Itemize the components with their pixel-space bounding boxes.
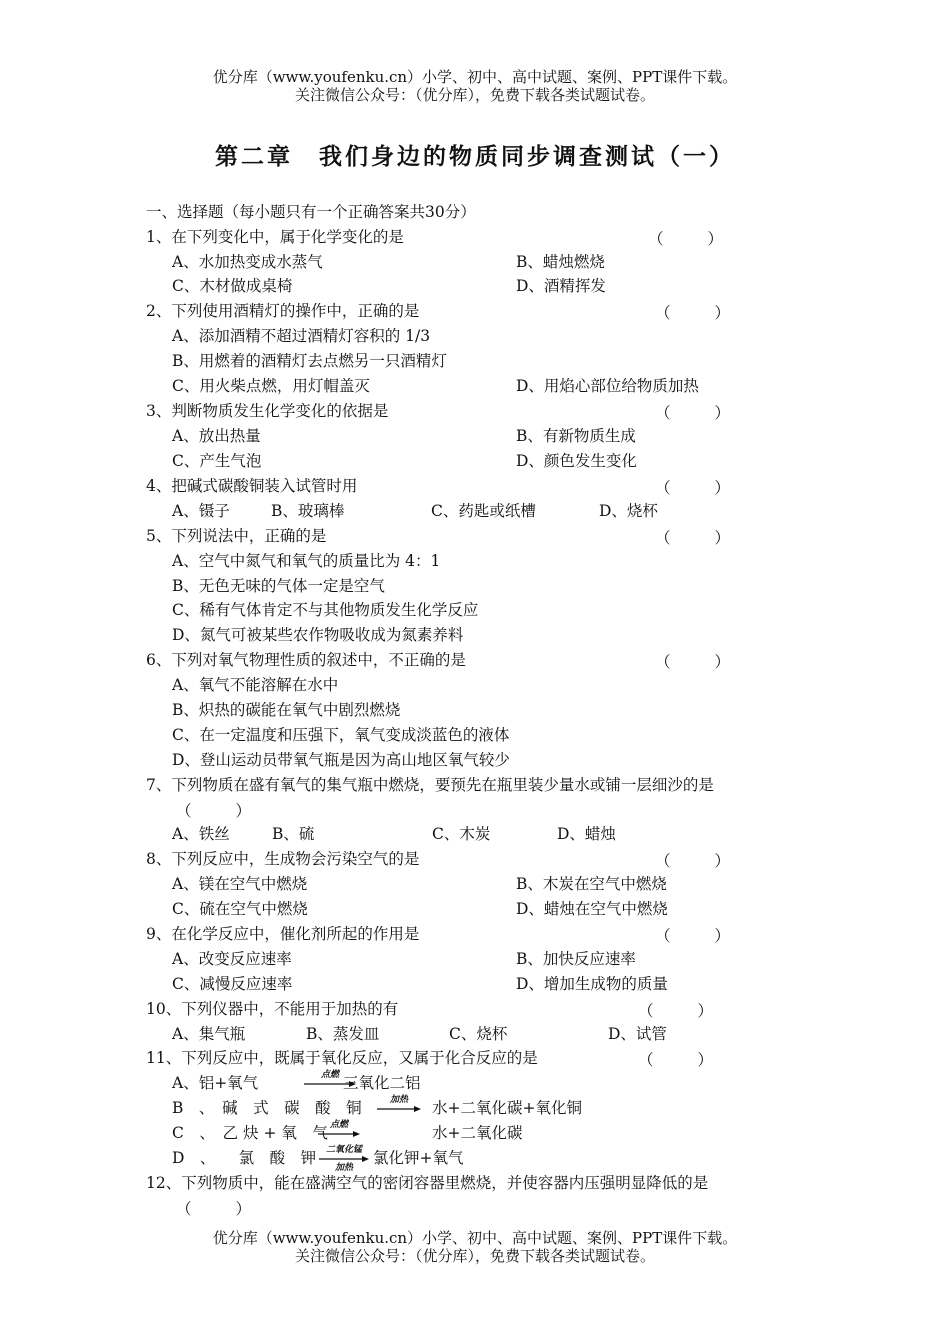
q11-option-d-arrow <box>319 1145 369 1173</box>
q9-option-b: B、加快反应速率 <box>516 950 636 968</box>
question-9-stem: 9、在化学反应中，催化剂所起的作用是 <box>146 925 420 943</box>
q2-option-d: D、用焰心部位给物质加热 <box>516 377 699 395</box>
section-heading: 一、选择题（每小题只有一个正确答案共30分） <box>146 203 476 221</box>
question-8-stem: 8、下列反应中，生成物会污染空气的是 <box>146 850 420 868</box>
q11-option-c-reactants: C 、 乙 炔 + 氧 气 <box>172 1124 328 1142</box>
question-11-stem: 11、下列反应中，既属于氧化反应，又属于化合反应的是 <box>146 1049 538 1067</box>
answer-blank-9: （ ） <box>655 927 731 945</box>
question-1-stem: 1、在下列变化中，属于化学变化的是 <box>146 228 404 246</box>
footer-line-2: 关注微信公众号：（优分库），免费下载各类试题试卷。 <box>294 1247 655 1265</box>
q4-option-a: A、镊子 <box>172 502 230 520</box>
q8-option-d: D、蜡烛在空气中燃烧 <box>516 900 668 918</box>
q5-option-b: B、无色无味的气体一定是空气 <box>172 577 385 595</box>
q8-option-c: C、硫在空气中燃烧 <box>172 900 308 918</box>
q7-option-c: C、木炭 <box>432 825 491 843</box>
answer-blank-2: （ ） <box>655 304 731 322</box>
q11-option-c-arrow <box>318 1120 360 1142</box>
answer-blank-12: （ ） <box>176 1200 252 1218</box>
answer-blank-4: （ ） <box>655 479 731 497</box>
question-6-stem: 6、下列对氧气物理性质的叙述中，不正确的是 <box>146 651 466 669</box>
q10-option-d: D、试管 <box>608 1025 667 1043</box>
q11-option-c-condition: 点燃 <box>329 1120 348 1130</box>
q10-option-c: C、烧杯 <box>449 1025 508 1043</box>
q11-option-d-reactants: D 、 氯 酸 钾 <box>172 1149 317 1167</box>
q10-option-b: B、蒸发皿 <box>306 1025 380 1043</box>
q5-option-a: A、空气中氮气和氧气的质量比为 4：1 <box>172 552 441 570</box>
q4-option-c: C、药匙或纸槽 <box>431 502 536 520</box>
q9-option-a: A、改变反应速率 <box>172 950 292 968</box>
answer-blank-11: （ ） <box>638 1051 714 1069</box>
q11-option-a-reactants: A、铝+氧气 <box>172 1074 259 1092</box>
answer-blank-7: （ ） <box>176 802 252 820</box>
q7-option-a: A、铁丝 <box>172 825 230 843</box>
question-3-stem: 3、判断物质发生化学变化的依据是 <box>146 402 389 420</box>
q9-option-d: D、增加生成物的质量 <box>516 975 668 993</box>
banner-line-2: 关注微信公众号：（优分库），免费下载各类试题试卷。 <box>294 86 655 104</box>
page-title: 第二章 我们身边的物质同步调查测试（一） <box>215 143 735 170</box>
reaction-arrow-icon <box>318 1129 360 1139</box>
q6-option-d: D、登山运动员带氧气瓶是因为高山地区氧气较少 <box>172 751 510 769</box>
q2-option-c: C、用火柴点燃，用灯帽盖灭 <box>172 377 370 395</box>
answer-blank-3: （ ） <box>655 404 731 422</box>
answer-blank-5: （ ） <box>655 529 731 547</box>
q11-option-d-condition: 加热 <box>334 1163 353 1173</box>
q11-option-d-products: 氯化钾+氧气 <box>373 1149 464 1167</box>
question-10-stem: 10、下列仪器中，不能用于加热的有 <box>146 1000 399 1018</box>
q7-option-d: D、蜡烛 <box>557 825 616 843</box>
q9-option-c: C、减慢反应速率 <box>172 975 293 993</box>
q11-option-b-products: 水+二氧化碳+氧化铜 <box>432 1099 582 1117</box>
q3-option-c: C、产生气泡 <box>172 452 262 470</box>
answer-blank-8: （ ） <box>655 852 731 870</box>
q1-option-b: B、蜡烛燃烧 <box>516 253 605 271</box>
banner-line-1: 优分库（www.youfenku.cn）小学、初中、高中试题、案例、PPT课件下载。 <box>212 68 738 86</box>
question-2-stem: 2、下列使用酒精灯的操作中，正确的是 <box>146 302 420 320</box>
header-banner <box>0 68 950 104</box>
q1-option-c: C、木材做成桌椅 <box>172 277 293 295</box>
q11-option-b-reactants: B 、 碱 式 碳 酸 铜 <box>172 1099 362 1117</box>
q5-option-c: C、稀有气体肯定不与其他物质发生化学反应 <box>172 601 479 619</box>
q1-option-a: A、水加热变成水蒸气 <box>172 253 323 271</box>
q4-option-d: D、烧杯 <box>599 502 658 520</box>
q11-option-b-arrow <box>377 1095 421 1117</box>
q6-option-a: A、氧气不能溶解在水中 <box>172 676 339 694</box>
question-12-stem: 12、下列物质中，能在盛满空气的密闭容器里燃烧，并使容器内压强明显降低的是 <box>146 1174 709 1192</box>
q4-option-b: B、玻璃棒 <box>271 502 345 520</box>
q3-option-d: D、颜色发生变化 <box>516 452 637 470</box>
reaction-arrow-icon <box>377 1104 421 1114</box>
q11-option-a-condition: 点燃 <box>320 1070 339 1080</box>
answer-blank-10: （ ） <box>638 1002 714 1020</box>
question-7-stem: 7、下列物质在盛有氧气的集气瓶中燃烧，要预先在瓶里装少量水或铺一层细沙的是 <box>146 776 714 794</box>
q10-option-a: A、集气瓶 <box>172 1025 246 1043</box>
question-4-stem: 4、把碱式碳酸铜装入试管时用 <box>146 477 358 495</box>
q3-option-a: A、放出热量 <box>172 427 261 445</box>
q7-option-b: B、硫 <box>272 825 315 843</box>
q1-option-d: D、酒精挥发 <box>516 277 606 295</box>
q5-option-d: D、氮气可被某些农作物吸收成为氮素养料 <box>172 626 464 644</box>
q11-option-c-products: 水+二氧化碳 <box>432 1124 523 1142</box>
footer-line-1: 优分库（www.youfenku.cn）小学、初中、高中试题、案例、PPT课件下载。 <box>212 1229 738 1247</box>
q8-option-a: A、镁在空气中燃烧 <box>172 875 308 893</box>
q6-option-c: C、在一定温度和压强下，氧气变成淡蓝色的液体 <box>172 726 510 744</box>
q11-option-d-catalyst: 二氧化锰 <box>325 1145 362 1155</box>
q11-option-b-condition: 加热 <box>389 1095 408 1105</box>
answer-blank-6: （ ） <box>655 653 731 671</box>
q8-option-b: B、木炭在空气中燃烧 <box>516 875 667 893</box>
answer-blank-1: （ ） <box>648 230 724 248</box>
q11-option-a-products: 三氧化二铝 <box>343 1074 421 1092</box>
footer-banner <box>0 1229 950 1265</box>
q6-option-b: B、炽热的碳能在氧气中剧烈燃烧 <box>172 701 401 719</box>
q2-option-b: B、用燃着的酒精灯去点燃另一只酒精灯 <box>172 352 447 370</box>
q3-option-b: B、有新物质生成 <box>516 427 636 445</box>
question-5-stem: 5、下列说法中，正确的是 <box>146 527 327 545</box>
q2-option-a: A、添加酒精不超过酒精灯容积的 1/3 <box>172 327 431 345</box>
